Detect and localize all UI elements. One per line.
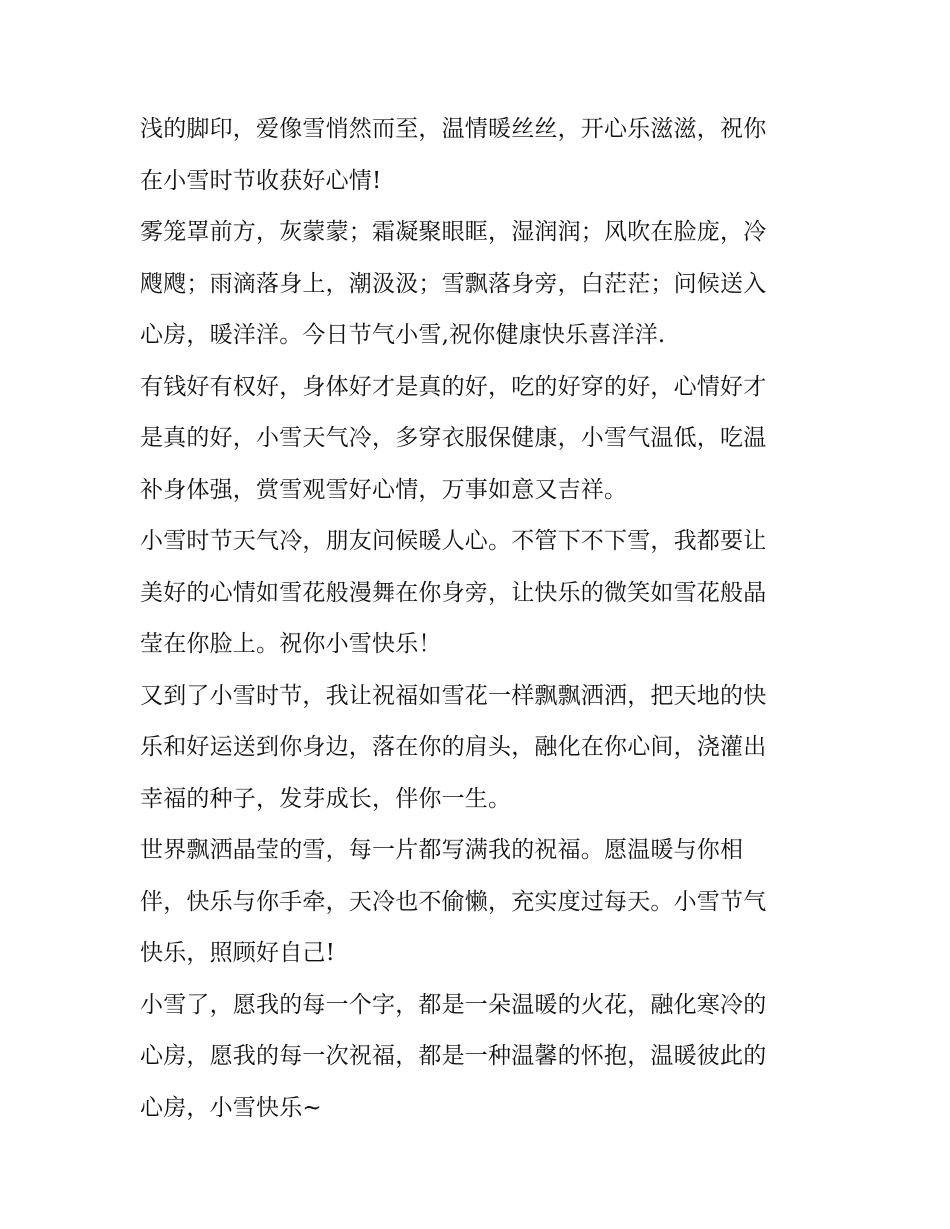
paragraph-7 bbox=[140, 980, 820, 1135]
text-line: 心房，小雪快乐~ bbox=[140, 1094, 322, 1121]
text-line: 心房，暖洋洋。今日节气小雪,祝你健康快乐喜洋洋. bbox=[140, 322, 666, 348]
text-line: 美好的心情如雪花般漫舞在你身旁，让快乐的微笑如雪花般晶 bbox=[140, 579, 767, 606]
text-line: 小雪了，愿我的每一个字，都是一朵温暖的火花，融化寒冷的 bbox=[140, 991, 767, 1018]
paragraph-4 bbox=[140, 516, 820, 671]
paragraph-2 bbox=[140, 207, 820, 362]
paragraph-3 bbox=[140, 362, 820, 517]
text-line: 乐和好运送到你身边，落在你的肩头，融化在你心间，浇灌出 bbox=[140, 734, 767, 760]
text-line: 小雪时节天气冷，朋友问候暖人心。不管下不下雪，我都要让 bbox=[140, 528, 767, 554]
text-line: 有钱好有权好，身体好才是真的好，吃的好穿的好，心情好才 bbox=[140, 373, 767, 400]
paragraph-1 bbox=[140, 104, 820, 207]
paragraph-6 bbox=[140, 825, 820, 980]
paragraph-5 bbox=[140, 671, 820, 826]
text-line: 雾笼罩前方，灰蒙蒙；霜凝聚眼眶，湿润润；风吹在脸庞，冷 bbox=[140, 219, 767, 245]
text-body bbox=[140, 104, 820, 1134]
text-line: 莹在你脸上。祝你小雪快乐！ bbox=[140, 631, 442, 657]
text-line: 浅的脚印，爱像雪悄然而至，温情暖丝丝，开心乐滋滋，祝你 bbox=[140, 116, 767, 142]
text-line: 又到了小雪时节，我让祝福如雪花一样飘飘洒洒，把天地的快 bbox=[140, 682, 767, 709]
text-line: 在小雪时节收获好心情! bbox=[140, 167, 382, 194]
text-line: 幸福的种子，发芽成长，伴你一生。 bbox=[140, 785, 512, 812]
text-line: 补身体强，赏雪观雪好心情，万事如意又吉祥。 bbox=[140, 476, 628, 503]
text-line: 世界飘洒晶莹的雪，每一片都写满我的祝福。愿温暖与你相 bbox=[140, 837, 744, 863]
text-line: 飕飕；雨滴落身上，潮汲汲；雪飘落身旁，白茫茫；问候送入 bbox=[140, 270, 767, 297]
text-line: 心房，愿我的每一次祝福，都是一种温馨的怀抱，温暖彼此的 bbox=[140, 1043, 767, 1069]
text-line: 伴，快乐与你手牵，天冷也不偷懒，充实度过每天。小雪节气 bbox=[140, 888, 767, 915]
text-line: 是真的好，小雪天气冷，多穿衣服保健康，小雪气温低，吃温 bbox=[140, 425, 767, 451]
text-line: 快乐，照顾好自己! bbox=[140, 940, 336, 966]
